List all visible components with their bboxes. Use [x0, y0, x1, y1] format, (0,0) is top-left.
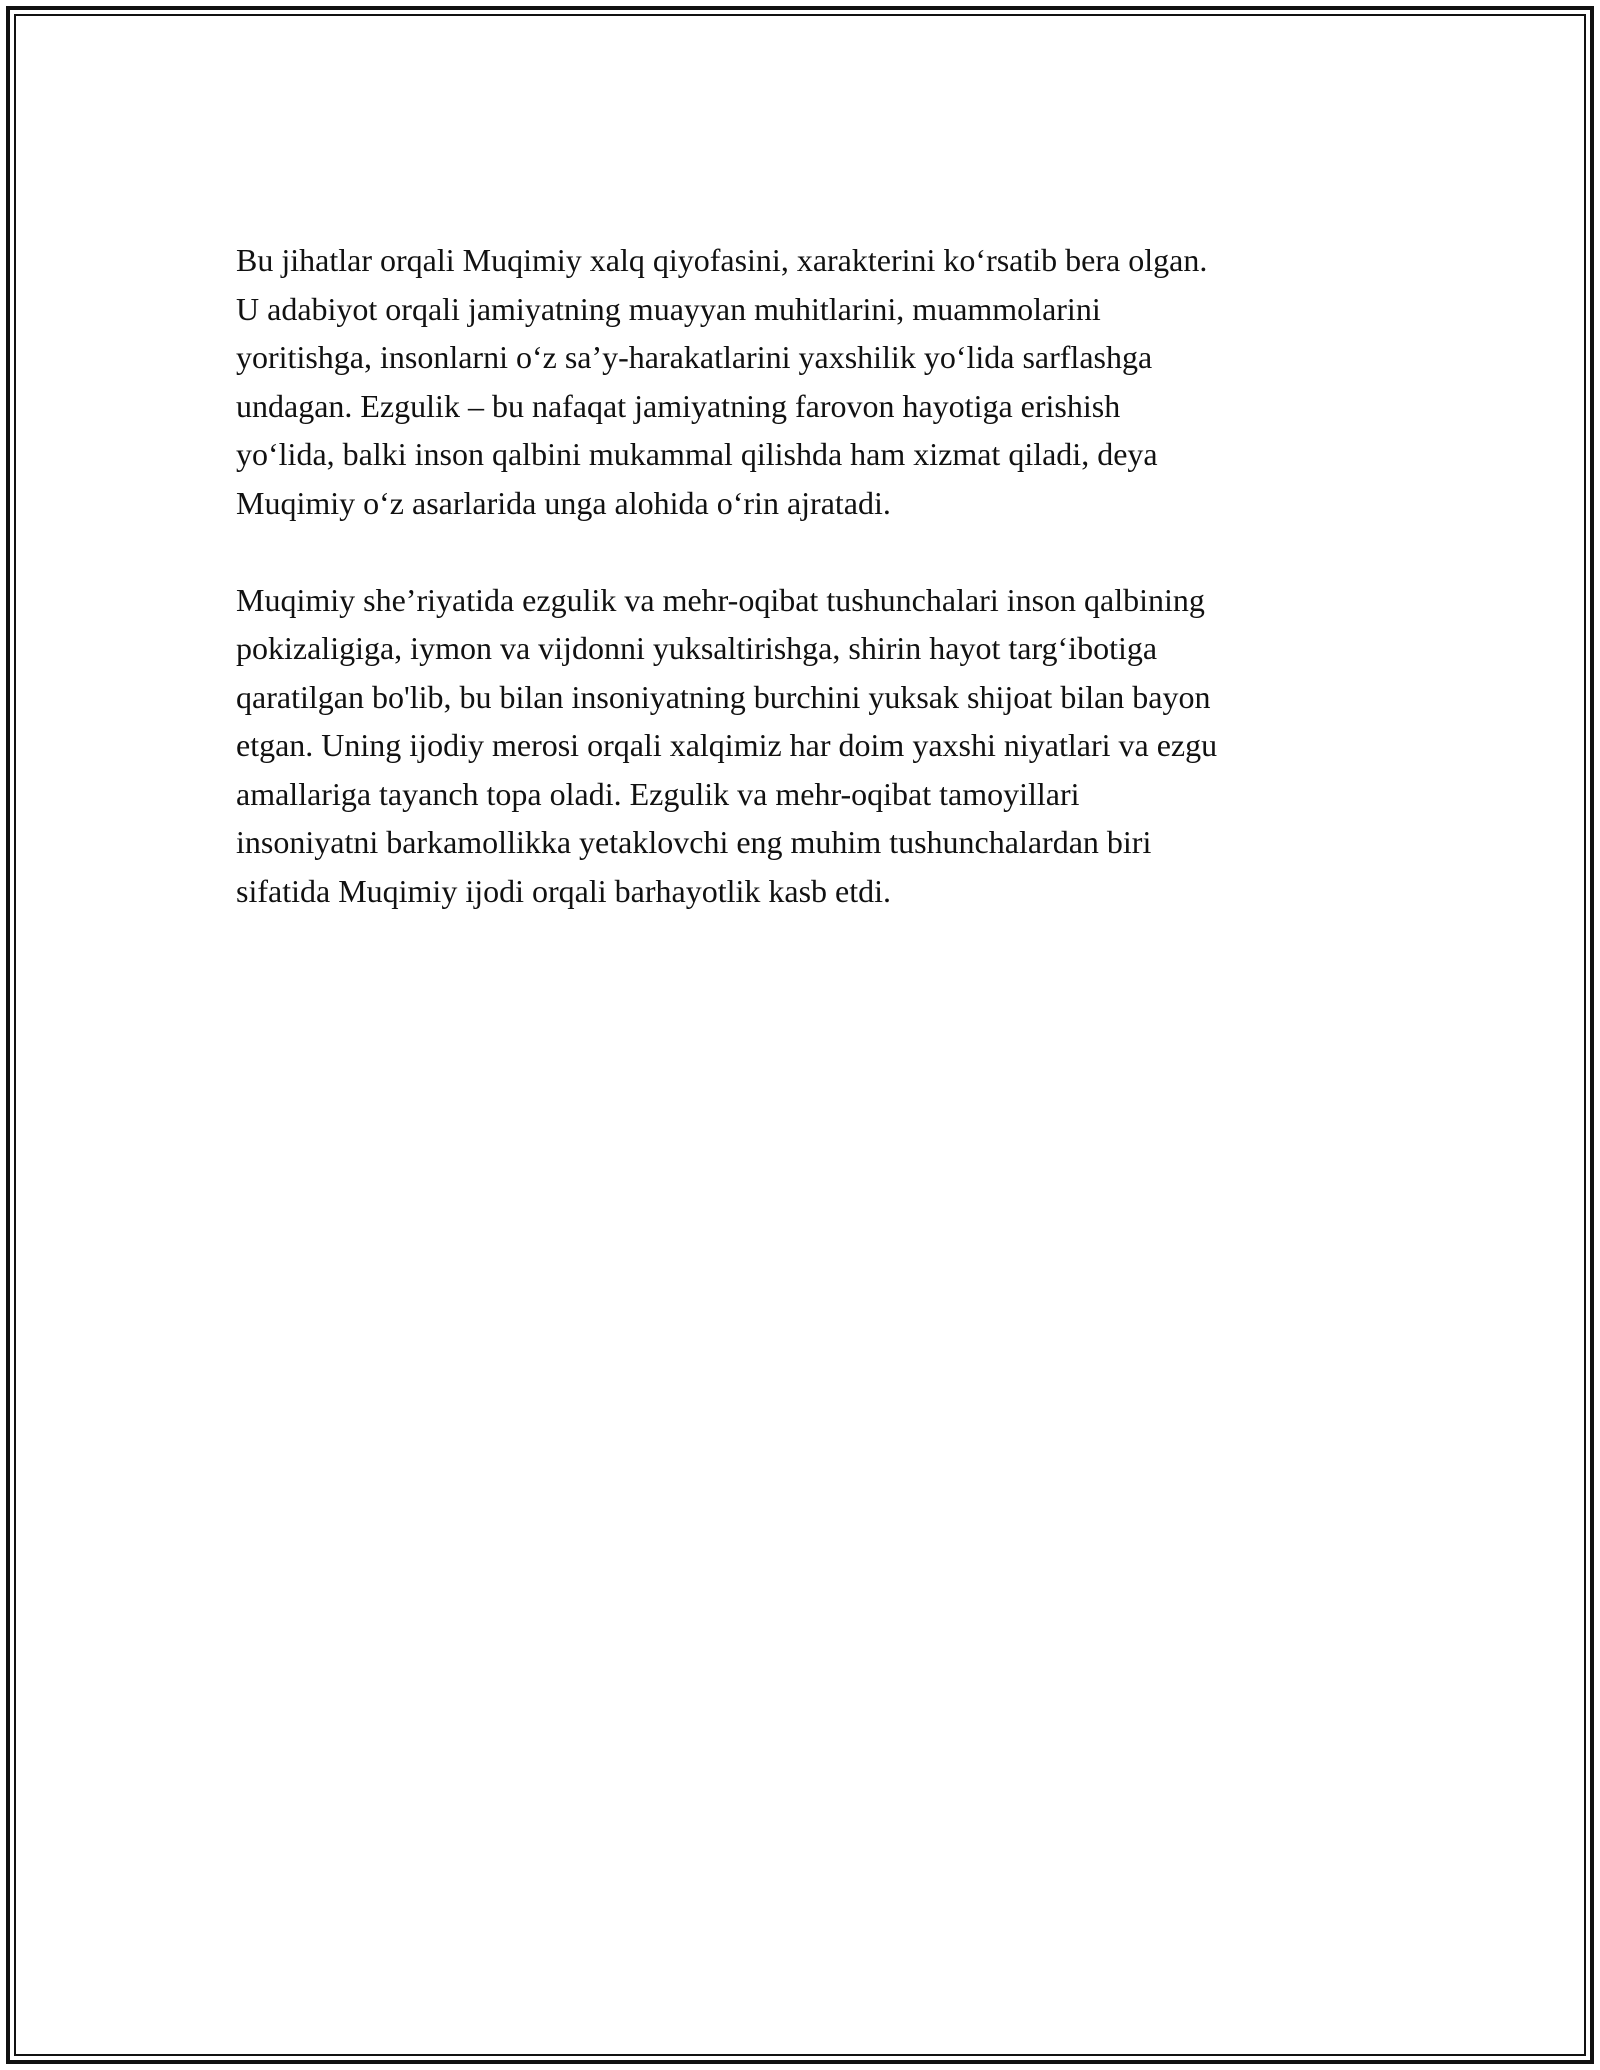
- text-line: amallariga tayanch topa oladi. Ezgulik va mehr-oqibat tamoyillari: [236, 775, 1080, 812]
- text-line: Muqimiy o‘z asarlarida unga alohida o‘rin ajratadi.: [236, 484, 891, 521]
- text-line: Bu jihatlar orqali Muqimiy xalq qiyofasini, xarakterini ko‘rsatib bera olgan.: [236, 242, 1208, 278]
- text-line: etgan. Uning ijodiy merosi orqali xalqimiz har doim yaxshi niyatlari va ezgu: [236, 727, 1218, 763]
- text-line: yo‘lida, balki inson qalbini mukammal qilishda ham xizmat qiladi, deya: [236, 436, 1158, 472]
- document-body: [236, 236, 1386, 915]
- paragraph-spacer: [236, 527, 1386, 576]
- text-line: pokizaligiga, iymon va vijdonni yuksaltirishga, shirin hayot targ‘ibotiga: [236, 630, 1158, 666]
- text-line: U adabiyot orqali jamiyatning muayyan muhitlarini, muammolarini: [236, 290, 1101, 327]
- text-line: yoritishga, insonlarni o‘z sa’y-harakatlarini yaxshilik yo‘lida sarflashga: [236, 339, 1153, 375]
- text-line: sifatida Muqimiy ijodi orqali barhayotlik kasb etdi.: [236, 872, 891, 909]
- text-line: insoniyatni barkamollikka yetaklovchi eng muhim tushunchalardan biri: [236, 824, 1152, 860]
- paragraph-1: [236, 236, 1386, 527]
- text-line: undagan. Ezgulik – bu nafaqat jamiyatning farovon hayotiga erishish: [236, 387, 1121, 424]
- paragraph-2: [236, 576, 1386, 916]
- text-line: Muqimiy she’riyatida ezgulik va mehr-oqibat tushunchalari inson qalbining: [236, 581, 1205, 618]
- text-line: qaratilgan bo'lib, bu bilan insoniyatning burchini yuksak shijoat bilan bayon: [236, 678, 1211, 715]
